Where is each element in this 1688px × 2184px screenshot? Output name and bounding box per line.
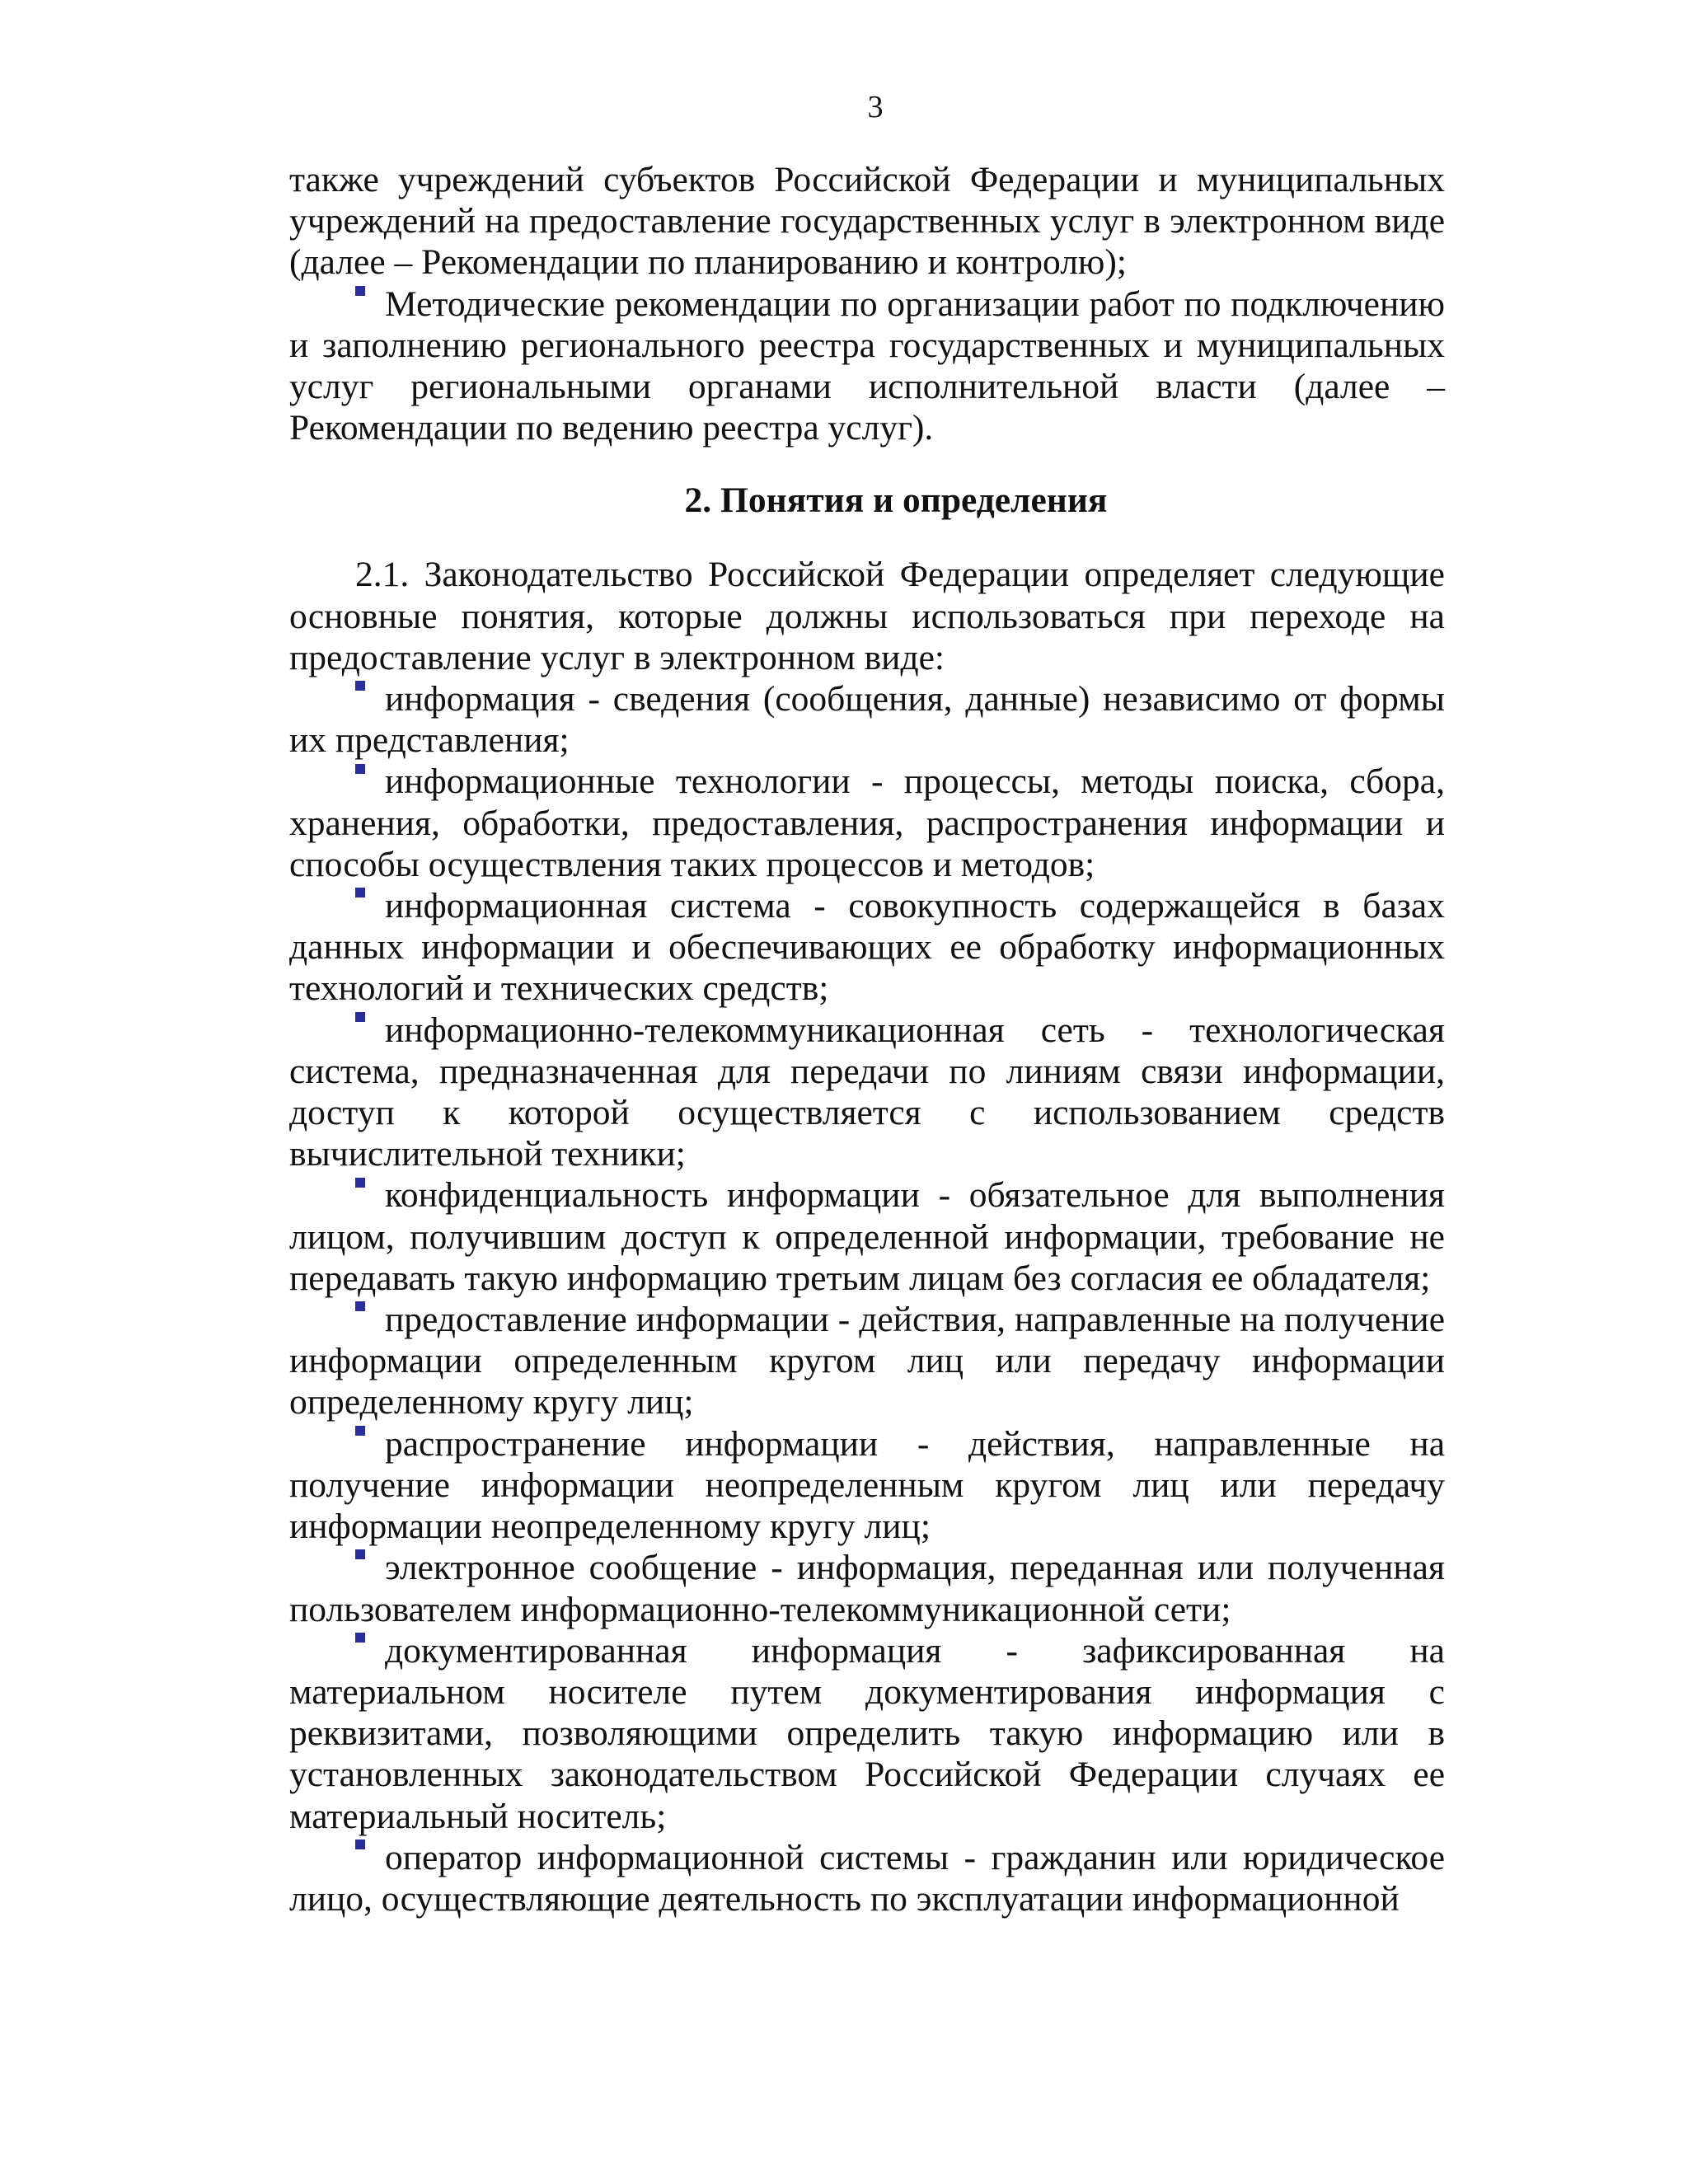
definition-text: информация - сведения (сообщения, данные) независимо от формы их представления; — [289, 679, 1445, 761]
definition-item — [289, 1174, 1445, 1299]
section-heading: 2. Понятия и определения — [684, 480, 1108, 521]
definition-text: документированная информация - зафиксированная на материальном носителе путем документирования информация с реквизитами, позволяющими определить такую информацию или в установленных законодательством Российской Федерации случаях ее материальный носитель; — [289, 1630, 1445, 1836]
definition-item — [289, 1837, 1445, 1919]
definition-text: оператор информационной системы - гражданин или юридическое лицо, осуществляющие деятельность по эксплуатации информационной — [289, 1837, 1445, 1919]
definition-text: конфиденциальность информации - обязательное для выполнения лицом, получившим доступ к определенной информации, требование не передавать такую информацию третьим лицам без согласия ее обладателя; — [289, 1175, 1445, 1298]
definition-item — [289, 1423, 1445, 1548]
definition-text: распространение информации - действия, направленные на получение информации неопределенным кругом лиц или передачу информации неопределенному кругу лиц; — [289, 1423, 1445, 1547]
intro-continuation: также учреждений субъектов Российской Федерации и муниципальных учреждений на предоставление государственных услуг в электронном виде (далее – Рекомендации по планированию и контролю); — [289, 160, 1445, 283]
definitions-list — [289, 678, 1445, 1919]
list-item-text: Методические рекомендации по организации работ по подключению и заполнению регионального реестра государственных и муниципальных услуг региональными органами исполнительной власти (далее – Рекомендации по ведению реестра услуг). — [289, 284, 1445, 448]
section-lead-paragraph: 2.1. Законодательство Российской Федерации определяет следующие основные понятия, которые должны использоваться при переходе на предоставление услуг в электронном виде: — [289, 555, 1445, 677]
bullet-square-icon — [355, 1301, 365, 1311]
page-number: 3 — [867, 90, 884, 124]
definition-item — [289, 885, 1445, 1010]
bullet-square-icon — [355, 681, 365, 691]
definition-item — [289, 1299, 1445, 1423]
bullet-square-icon — [355, 1633, 365, 1643]
bullet-square-icon — [355, 1178, 365, 1188]
definition-item — [289, 1010, 1445, 1175]
bullet-square-icon — [355, 1549, 365, 1559]
definition-item — [289, 1547, 1445, 1629]
definition-text: предоставление информации - действия, направленные на получение информации определенным кругом лиц или передачу информации определенному кругу лиц; — [289, 1300, 1445, 1422]
list-item — [289, 284, 1445, 449]
definition-text: информационные технологии - процессы, методы поиска, сбора, хранения, обработки, предоставления, распространения информации и способы осуществления таких процессов и методов; — [289, 762, 1445, 884]
definition-text: электронное сообщение - информация, переданная или полученная пользователем информационно-телекоммуникационной сети; — [289, 1548, 1445, 1629]
definition-text: информационно-телекоммуникационная сеть - технологическая система, предназначенная для передачи по линиям связи информации, доступ к которой осуществляется с использованием средств вычислительной техники; — [289, 1010, 1445, 1174]
bullet-square-icon — [355, 1426, 365, 1436]
bullet-square-icon — [355, 1840, 365, 1849]
bullet-square-icon — [355, 764, 365, 774]
bullet-square-icon — [355, 1012, 365, 1022]
definition-item — [289, 1630, 1445, 1837]
bullet-square-icon — [355, 286, 365, 296]
definition-item — [289, 761, 1445, 885]
definition-item — [289, 678, 1445, 761]
page-content — [289, 159, 1445, 1919]
bullet-square-icon — [355, 888, 365, 898]
definition-text: информационная система - совокупность содержащейся в базах данных информации и обеспечивающих ее обработку информационных технологий и технических средств; — [289, 886, 1445, 1009]
